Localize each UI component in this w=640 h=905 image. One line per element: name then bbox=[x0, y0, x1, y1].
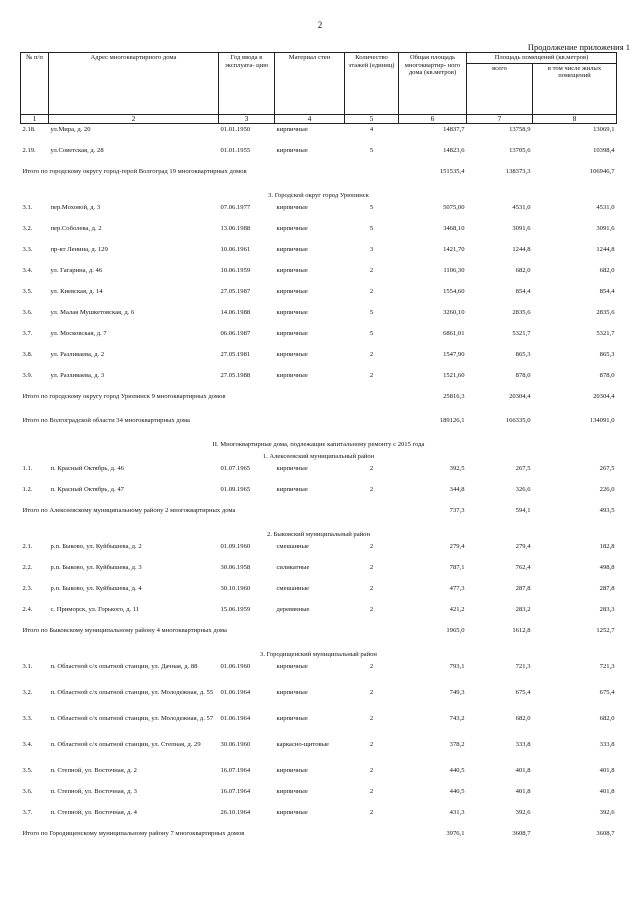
column-number: 2 bbox=[49, 114, 219, 124]
table-row bbox=[21, 267, 617, 288]
row-material: кирпичные bbox=[276, 204, 308, 212]
row-total-area: 1554,60 bbox=[443, 288, 465, 296]
row-floors: 2 bbox=[369, 715, 374, 723]
row-premises-living: 721,3 bbox=[599, 663, 615, 671]
row-address: р.п. Быково, ул. Куйбышева, д. 2 bbox=[50, 543, 142, 551]
row-number: 3.2. bbox=[22, 225, 33, 233]
row-number: 3.3. bbox=[22, 715, 33, 723]
row-premises-total: 279,4 bbox=[515, 543, 531, 551]
row-year: 13.06.1988 bbox=[220, 225, 251, 233]
row-premises-total: 675,4 bbox=[515, 689, 531, 697]
row-number: 3.8. bbox=[22, 351, 33, 359]
row-year: 01.09.1965 bbox=[220, 486, 251, 494]
row-premises-living: 182,8 bbox=[599, 543, 615, 551]
row-floors: 5 bbox=[369, 147, 374, 155]
section-heading: 1. Алексеевский муниципальный район bbox=[262, 453, 375, 461]
table-row bbox=[21, 767, 617, 788]
row-material: кирпичные bbox=[276, 465, 308, 473]
table-row bbox=[21, 715, 617, 741]
row-premises-living: 392,6 bbox=[599, 809, 615, 817]
row-total-area: 793,1 bbox=[449, 663, 465, 671]
row-year: 06.06.1987 bbox=[220, 330, 251, 338]
row-address: ул. Малая Мушкетовская, д. 6 bbox=[50, 309, 135, 317]
row-premises-living: 333,8 bbox=[599, 741, 615, 749]
header-address: Адрес многоквартирного дома bbox=[49, 53, 219, 115]
row-material: силикатные bbox=[276, 564, 310, 572]
row-number: 2.19. bbox=[22, 147, 36, 155]
row-floors: 2 bbox=[369, 663, 374, 671]
row-number: 3.6. bbox=[22, 788, 33, 796]
row-number: 3.4. bbox=[22, 267, 33, 275]
row-material: кирпичные bbox=[276, 809, 308, 817]
row-premises-total: 13758,9 bbox=[509, 126, 531, 134]
row-premises-total: 392,6 bbox=[515, 809, 531, 817]
row-floors: 5 bbox=[369, 330, 374, 338]
row-number: 3.1. bbox=[22, 663, 33, 671]
subtotal-total-area: 25816,3 bbox=[443, 393, 465, 401]
row-total-area: 344,8 bbox=[449, 486, 465, 494]
row-material: кирпичные bbox=[276, 689, 308, 697]
section-heading-row bbox=[21, 441, 617, 453]
table-row bbox=[21, 809, 617, 830]
page-number: 2 bbox=[317, 20, 323, 30]
row-material: кирпичные bbox=[276, 246, 308, 254]
column-number: 4 bbox=[275, 114, 345, 124]
header-total-area: Общая площадь многоквартир- ного дома (кв.метров) bbox=[399, 53, 467, 115]
row-floors: 2 bbox=[369, 486, 374, 494]
row-premises-living: 287,8 bbox=[599, 585, 615, 593]
row-address: пер.Соболева, д. 2 bbox=[50, 225, 102, 233]
housing-register-table bbox=[20, 52, 617, 854]
row-premises-total: 878,0 bbox=[515, 372, 531, 380]
row-address: р.п. Быково, ул. Куйбышева, д. 3 bbox=[50, 564, 142, 572]
row-floors: 2 bbox=[369, 267, 374, 275]
header-premises-total: всего bbox=[467, 63, 533, 114]
subtotal-premises-living: 106946,7 bbox=[589, 168, 615, 176]
row-floors: 2 bbox=[369, 465, 374, 473]
row-number: 3.5. bbox=[22, 767, 33, 775]
subtotal-premises-living: 3608,7 bbox=[596, 830, 615, 838]
table-row bbox=[21, 309, 617, 330]
row-number: 3.7. bbox=[22, 809, 33, 817]
subtotal-label: Итого по Волгоградской области 34 многоквартирных дома bbox=[22, 417, 190, 425]
subtotal-premises-total: 138373,3 bbox=[505, 168, 531, 176]
row-total-area: 3260,10 bbox=[443, 309, 465, 317]
table-row bbox=[21, 788, 617, 809]
row-premises-living: 3091,6 bbox=[596, 225, 615, 233]
row-premises-living: 401,8 bbox=[599, 788, 615, 796]
row-address: п. Областной с/х опытной станции, ул. Молодежная, д. 57 bbox=[50, 715, 214, 723]
table-body bbox=[21, 124, 617, 855]
row-premises-total: 854,4 bbox=[515, 288, 531, 296]
row-material: кирпичные bbox=[276, 288, 308, 296]
subtotal-total-area: 151535,4 bbox=[439, 168, 465, 176]
row-year: 01.06.1960 bbox=[220, 663, 251, 671]
column-number: 6 bbox=[399, 114, 467, 124]
row-address: пер.Моховой, д. 3 bbox=[50, 204, 101, 212]
row-number: 3.1. bbox=[22, 204, 33, 212]
row-total-area: 749,3 bbox=[449, 689, 465, 697]
subtotal-premises-living: 20304,4 bbox=[593, 393, 615, 401]
row-year: 15.06.1959 bbox=[220, 606, 251, 614]
row-number: 3.4. bbox=[22, 741, 33, 749]
row-premises-living: 267,5 bbox=[599, 465, 615, 473]
table-row bbox=[21, 606, 617, 627]
row-material: кирпичные bbox=[276, 309, 308, 317]
header-premises-area: Площадь помещений (кв.метров) bbox=[467, 53, 617, 64]
header-floors: Количество этажей (единиц) bbox=[345, 53, 399, 115]
row-year: 26.10.1964 bbox=[220, 809, 251, 817]
row-material: кирпичные bbox=[276, 126, 308, 134]
row-floors: 2 bbox=[369, 741, 374, 749]
row-total-area: 440,5 bbox=[449, 788, 465, 796]
table-row bbox=[21, 246, 617, 267]
row-year: 30.10.1960 bbox=[220, 585, 251, 593]
row-floors: 2 bbox=[369, 809, 374, 817]
subtotal-row bbox=[21, 830, 617, 854]
row-floors: 2 bbox=[369, 372, 374, 380]
row-material: кирпичные bbox=[276, 225, 308, 233]
row-floors: 2 bbox=[369, 564, 374, 572]
row-total-area: 477,3 bbox=[449, 585, 465, 593]
row-year: 10.06.1961 bbox=[220, 246, 251, 254]
row-address: ул. Разливаева, д. 2 bbox=[50, 351, 105, 359]
row-number: 1.2. bbox=[22, 486, 33, 494]
row-year: 01.09.1960 bbox=[220, 543, 251, 551]
subtotal-premises-living: 134091,0 bbox=[589, 417, 615, 425]
subtotal-premises-total: 594,1 bbox=[515, 507, 531, 515]
row-floors: 5 bbox=[369, 225, 374, 233]
row-premises-total: 2835,6 bbox=[512, 309, 531, 317]
row-year: 16.07.1964 bbox=[220, 788, 251, 796]
row-floors: 2 bbox=[369, 767, 374, 775]
column-number: 3 bbox=[219, 114, 275, 124]
row-year: 07.06.1977 bbox=[220, 204, 251, 212]
row-total-area: 431,3 bbox=[449, 809, 465, 817]
row-total-area: 440,5 bbox=[449, 767, 465, 775]
subtotal-total-area: 737,3 bbox=[449, 507, 465, 515]
row-number: 3.3. bbox=[22, 246, 33, 254]
subtotal-premises-living: 1252,7 bbox=[596, 627, 615, 635]
row-number: 1.1. bbox=[22, 465, 33, 473]
section-heading: II. Многоквартирные дома, подлежащие капитальному ремонту с 2015 года bbox=[212, 441, 425, 449]
row-premises-total: 5321,7 bbox=[512, 330, 531, 338]
row-premises-total: 865,3 bbox=[515, 351, 531, 359]
column-number: 1 bbox=[21, 114, 49, 124]
row-material: смешанные bbox=[276, 585, 309, 593]
subtotal-total-area: 189126,1 bbox=[439, 417, 465, 425]
row-floors: 4 bbox=[369, 126, 374, 134]
row-premises-living: 682,0 bbox=[599, 715, 615, 723]
row-material: кирпичные bbox=[276, 767, 308, 775]
row-address: п. Степной, ул. Восточная, д. 3 bbox=[50, 788, 137, 796]
section-heading-row bbox=[21, 651, 617, 663]
row-premises-total: 682,0 bbox=[515, 715, 531, 723]
row-total-area: 421,2 bbox=[449, 606, 465, 614]
row-total-area: 743,2 bbox=[449, 715, 465, 723]
row-premises-living: 1244,8 bbox=[596, 246, 615, 254]
row-premises-total: 287,8 bbox=[515, 585, 531, 593]
section-heading: 3. Городищенский муниципальный район bbox=[260, 651, 377, 659]
subtotal-premises-living: 493,5 bbox=[599, 507, 615, 515]
row-floors: 2 bbox=[369, 351, 374, 359]
row-floors: 5 bbox=[369, 204, 374, 212]
row-address: ул. Гагарина, д. 46 bbox=[50, 267, 103, 275]
subtotal-premises-total: 20304,4 bbox=[509, 393, 531, 401]
row-address: ул. Киевская, д. 14 bbox=[50, 288, 103, 296]
table-row bbox=[21, 288, 617, 309]
row-premises-living: 865,3 bbox=[599, 351, 615, 359]
row-address: п. Красный Октябрь, д. 47 bbox=[50, 486, 124, 494]
row-premises-total: 4531,0 bbox=[512, 204, 531, 212]
subtotal-row bbox=[21, 168, 617, 192]
subtotal-label: Итого по Алексеевскому муниципальному району 2 многоквартирных дома bbox=[22, 507, 236, 515]
row-year: 14.06.1988 bbox=[220, 309, 251, 317]
subtotal-row bbox=[21, 417, 617, 441]
row-number: 3.9. bbox=[22, 372, 33, 380]
row-address: р.п. Быково, ул. Куйбышева, д. 4 bbox=[50, 585, 142, 593]
subtotal-premises-total: 3608,7 bbox=[512, 830, 531, 838]
row-address: п. Областной с/х опытной станции, ул. Дачная, д. 88 bbox=[50, 663, 198, 671]
subtotal-label: Итого по городскому округу город Урюпинск 9 многоквартирных домов bbox=[22, 393, 226, 401]
row-premises-living: 498,8 bbox=[599, 564, 615, 572]
row-premises-total: 13705,6 bbox=[509, 147, 531, 155]
row-material: кирпичные bbox=[276, 715, 308, 723]
row-floors: 2 bbox=[369, 543, 374, 551]
section-heading: 3. Городской округ город Урюпинск bbox=[268, 192, 369, 200]
row-total-area: 1106,30 bbox=[443, 267, 465, 275]
subtotal-row bbox=[21, 627, 617, 651]
row-address: ул. Разливаева, д. 3 bbox=[50, 372, 105, 380]
row-address: ул.Мира, д. 20 bbox=[50, 126, 91, 134]
row-premises-living: 878,0 bbox=[599, 372, 615, 380]
row-floors: 5 bbox=[369, 309, 374, 317]
table-row bbox=[21, 585, 617, 606]
header-material: Материал стен bbox=[275, 53, 345, 115]
row-premises-living: 682,0 bbox=[599, 267, 615, 275]
row-premises-total: 283,2 bbox=[515, 606, 531, 614]
row-total-area: 1421,70 bbox=[443, 246, 465, 254]
row-year: 01.06.1964 bbox=[220, 715, 251, 723]
row-floors: 2 bbox=[369, 788, 374, 796]
row-address: ул.Советская, д. 28 bbox=[50, 147, 104, 155]
header-num: № п/п bbox=[21, 53, 49, 115]
row-year: 16.07.1964 bbox=[220, 767, 251, 775]
row-year: 01.06.1964 bbox=[220, 689, 251, 697]
row-premises-living: 13069,1 bbox=[593, 126, 615, 134]
row-number: 3.2. bbox=[22, 689, 33, 697]
subtotal-total-area: 1965,0 bbox=[446, 627, 465, 635]
continuation-note: Продолжение приложения 1 bbox=[527, 42, 630, 52]
row-number: 2.3. bbox=[22, 585, 33, 593]
table-row bbox=[21, 225, 617, 246]
row-number: 2.1. bbox=[22, 543, 33, 551]
row-address: п. Степной, ул. Восточная, д. 2 bbox=[50, 767, 137, 775]
row-premises-total: 333,8 bbox=[515, 741, 531, 749]
row-premises-living: 675,4 bbox=[599, 689, 615, 697]
subtotal-label: Итого по Городищенскому муниципальному району 7 многоквартирных домов bbox=[22, 830, 245, 838]
row-material: смешанные bbox=[276, 543, 309, 551]
row-number: 3.6. bbox=[22, 309, 33, 317]
row-premises-living: 4531,0 bbox=[596, 204, 615, 212]
table-row bbox=[21, 465, 617, 486]
row-year: 30.06.1958 bbox=[220, 564, 251, 572]
row-number: 3.5. bbox=[22, 288, 33, 296]
row-premises-total: 682,0 bbox=[515, 267, 531, 275]
row-premises-total: 326,6 bbox=[515, 486, 531, 494]
row-premises-living: 226,0 bbox=[599, 486, 615, 494]
row-address: п. Областной с/х опытной станции, ул. Молодежная, д. 55 bbox=[50, 689, 214, 697]
row-total-area: 3468,10 bbox=[443, 225, 465, 233]
section-heading: 2. Быковский муниципальный район bbox=[267, 531, 370, 539]
row-number: 2.2. bbox=[22, 564, 33, 572]
row-material: кирпичные bbox=[276, 486, 308, 494]
row-year: 01.01.1950 bbox=[220, 126, 251, 134]
row-total-area: 5075,00 bbox=[443, 204, 465, 212]
section-heading-row bbox=[21, 453, 617, 465]
row-total-area: 787,1 bbox=[449, 564, 465, 572]
table-row bbox=[21, 486, 617, 507]
row-floors: 2 bbox=[369, 606, 374, 614]
row-floors: 2 bbox=[369, 585, 374, 593]
row-year: 01.07.1965 bbox=[220, 465, 251, 473]
row-premises-living: 10398,4 bbox=[593, 147, 615, 155]
row-total-area: 392,5 bbox=[449, 465, 465, 473]
row-premises-total: 3091,6 bbox=[512, 225, 531, 233]
subtotal-row bbox=[21, 393, 617, 417]
row-premises-total: 1244,8 bbox=[512, 246, 531, 254]
row-year: 30.06.1960 bbox=[220, 741, 251, 749]
row-material: кирпичные bbox=[276, 788, 308, 796]
row-floors: 2 bbox=[369, 689, 374, 697]
row-address: п. Красный Октябрь, д. 46 bbox=[50, 465, 124, 473]
row-total-area: 14837,7 bbox=[443, 126, 465, 134]
row-premises-total: 401,8 bbox=[515, 788, 531, 796]
row-material: деревянные bbox=[276, 606, 310, 614]
subtotal-row bbox=[21, 507, 617, 531]
row-material: каркасно-щитовые bbox=[276, 741, 329, 749]
row-number: 3.7. bbox=[22, 330, 33, 338]
table-row bbox=[21, 124, 617, 148]
table-row bbox=[21, 689, 617, 715]
subtotal-total-area: 3976,1 bbox=[446, 830, 465, 838]
table-row bbox=[21, 663, 617, 689]
table-row bbox=[21, 543, 617, 564]
subtotal-label: Итого по городскому округу город-герой Волгоград 19 многоквартирных домов bbox=[22, 168, 247, 176]
subtotal-label: Итого по Быковскому муниципальному району 4 многоквартирных дома bbox=[22, 627, 227, 635]
section-heading-row bbox=[21, 531, 617, 543]
table-row bbox=[21, 741, 617, 767]
row-floors: 2 bbox=[369, 288, 374, 296]
row-premises-living: 283,3 bbox=[599, 606, 615, 614]
table-row bbox=[21, 372, 617, 393]
table-row bbox=[21, 330, 617, 351]
row-floors: 3 bbox=[369, 246, 374, 254]
row-premises-total: 401,8 bbox=[515, 767, 531, 775]
row-premises-living: 2835,6 bbox=[596, 309, 615, 317]
table-row bbox=[21, 351, 617, 372]
row-address: пр-кт Ленина, д. 129 bbox=[50, 246, 108, 254]
row-address: с. Приморск, ул. Горького, д. 11 bbox=[50, 606, 140, 614]
row-total-area: 378,2 bbox=[449, 741, 465, 749]
row-address: п. Областной с/х опытной станции, ул. Степная, д. 29 bbox=[50, 741, 201, 749]
row-material: кирпичные bbox=[276, 351, 308, 359]
row-material: кирпичные bbox=[276, 267, 308, 275]
row-material: кирпичные bbox=[276, 372, 308, 380]
row-address: п. Степной, ул. Восточная, д. 4 bbox=[50, 809, 137, 817]
row-year: 27.05.1987 bbox=[220, 288, 251, 296]
column-number: 5 bbox=[345, 114, 399, 124]
section-heading-row bbox=[21, 192, 617, 204]
subtotal-premises-total: 1612,8 bbox=[512, 627, 531, 635]
row-number: 2.4. bbox=[22, 606, 33, 614]
row-number: 2.18. bbox=[22, 126, 36, 134]
row-premises-living: 5321,7 bbox=[596, 330, 615, 338]
table-row bbox=[21, 204, 617, 225]
subtotal-premises-total: 166335,0 bbox=[505, 417, 531, 425]
row-material: кирпичные bbox=[276, 330, 308, 338]
row-premises-total: 762,4 bbox=[515, 564, 531, 572]
row-material: кирпичные bbox=[276, 147, 308, 155]
table-row bbox=[21, 564, 617, 585]
row-premises-total: 267,5 bbox=[515, 465, 531, 473]
row-year: 27.05.1988 bbox=[220, 372, 251, 380]
row-year: 10.06.1959 bbox=[220, 267, 251, 275]
column-number: 8 bbox=[533, 114, 617, 124]
row-total-area: 6861,01 bbox=[443, 330, 465, 338]
row-total-area: 279,4 bbox=[449, 543, 465, 551]
row-address: ул. Московская, д. 7 bbox=[50, 330, 107, 338]
row-year: 01.01.1955 bbox=[220, 147, 251, 155]
header-year: Год ввода в эксплуата- цию bbox=[219, 53, 275, 115]
row-year: 27.05.1981 bbox=[220, 351, 251, 359]
table-row bbox=[21, 147, 617, 168]
column-number: 7 bbox=[467, 114, 533, 124]
row-premises-total: 721,3 bbox=[515, 663, 531, 671]
row-total-area: 1521,60 bbox=[443, 372, 465, 380]
row-material: кирпичные bbox=[276, 663, 308, 671]
row-premises-living: 401,8 bbox=[599, 767, 615, 775]
header-premises-living: в том числе жилых помещений bbox=[533, 63, 617, 114]
row-premises-living: 854,4 bbox=[599, 288, 615, 296]
row-total-area: 1547,90 bbox=[443, 351, 465, 359]
row-total-area: 14823,6 bbox=[443, 147, 465, 155]
